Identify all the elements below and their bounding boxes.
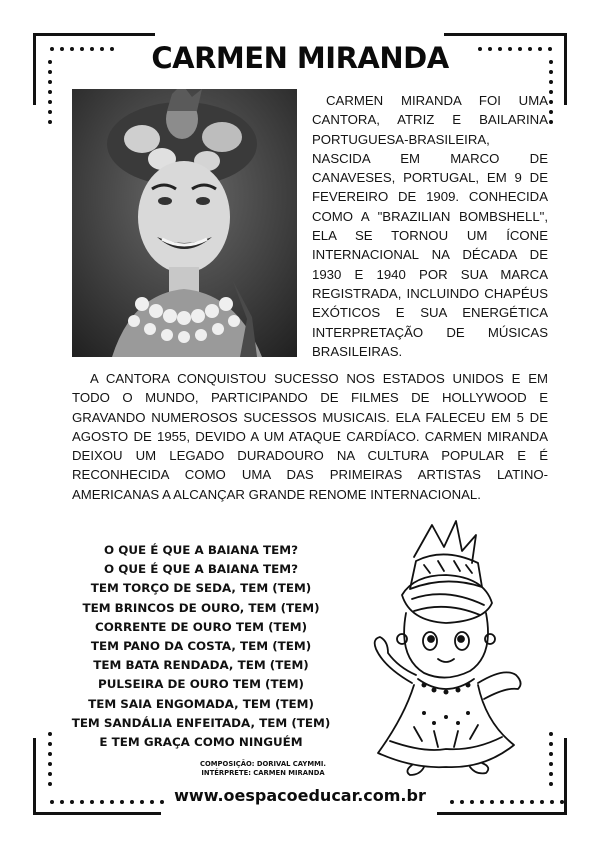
baiana-illustration <box>354 517 530 777</box>
lyric-line: TEM SAIA ENGOMADA, TEM (TEM) <box>88 696 314 711</box>
footer-website: www.oespacoeducar.com.br <box>174 786 426 805</box>
frame-dots-left-bottom <box>48 732 52 786</box>
page-title: CARMEN MIRANDA <box>151 41 449 75</box>
frame-top-right-line <box>444 33 567 36</box>
portrait-photo <box>72 89 297 357</box>
intro-paragraph: CARMEN MIRANDA FOI UMA CANTORA, ATRIZ E BAILARINA PORTUGUESA-BRASILEIRA, NASCIDA EM MARCO DE CANAVESES, PORTUGAL, EM 9 DE FEVEREIRO DE 1909. CONHECIDA COMO A "BRAZILIAN BOMBSHELL", ELA SE TORNOU UM ÍCONE INTERNACIONAL NA DÉCADA DE 1930 E 1940 POR SUA MARCA REGISTRADA, INCLUINDO CHAPÉUS EXÓTICOS E SUA ENERGÉTICA INTERPRETAÇÃO DE MÚSICAS BRASILEIRAS. <box>312 93 548 359</box>
song-credits <box>178 760 348 778</box>
frame-top-left-line <box>33 33 155 36</box>
frame-bottom-left-line <box>33 812 161 815</box>
lyric-line: CORRENTE DE OURO TEM (TEM) <box>94 619 308 634</box>
lyric-line: E TEM GRAÇA COMO NINGUÉM <box>99 735 303 750</box>
lyric-line: O QUE É QUE A BAIANA TEM? <box>103 543 299 557</box>
lyric-line: TEM BATA RENDADA, TEM (TEM) <box>93 658 309 673</box>
lyric-line: TEM PANO DA COSTA, TEM (TEM) <box>90 639 312 654</box>
lyric-line: TEM TORÇO DE SEDA, TEM (TEM) <box>90 581 312 596</box>
lyric-line: TEM SANDÁLIA ENFEITADA, TEM (TEM) <box>71 715 331 730</box>
lyric-line: PULSEIRA DE OURO TEM (TEM) <box>98 677 304 692</box>
song-lyrics <box>60 541 342 752</box>
performer-credit: INTÉRPRETE: CARMEN MIRANDA <box>201 769 325 777</box>
frame-dots-right-bottom <box>549 732 553 786</box>
legacy-paragraph: A CANTORA CONQUISTOU SUCESSO NOS ESTADOS UNIDOS E EM TODO O MUNDO, PARTICIPANDO DE FILMES DE HOLLYWOOD E GRAVANDO NUMEROSOS SUCESSOS MUSICAIS. ELA FALECEU EM 5 DE AGOSTO DE 1955, DEVIDO A UM ATAQUE CARDÍACO. CARMEN MIRANDA DEIXOU UM LEGADO DURADOURO NA CULTURA POPULAR E É RECONHECIDA COMO UMA DAS PRIMEIRAS ARTISTAS LATINO-AMERICANAS A ALCANÇAR GRANDE RENOME INTERNACIONAL. <box>72 371 548 502</box>
composer-credit: COMPOSIÇÃO: DORIVAL CAYMMI. <box>200 760 326 768</box>
lyric-line: TEM BRINCOS DE OURO, TEM (TEM) <box>82 600 320 615</box>
lyric-line: O QUE É QUE A BAIANA TEM? <box>103 562 299 577</box>
frame-bottom-right-line <box>437 812 567 815</box>
